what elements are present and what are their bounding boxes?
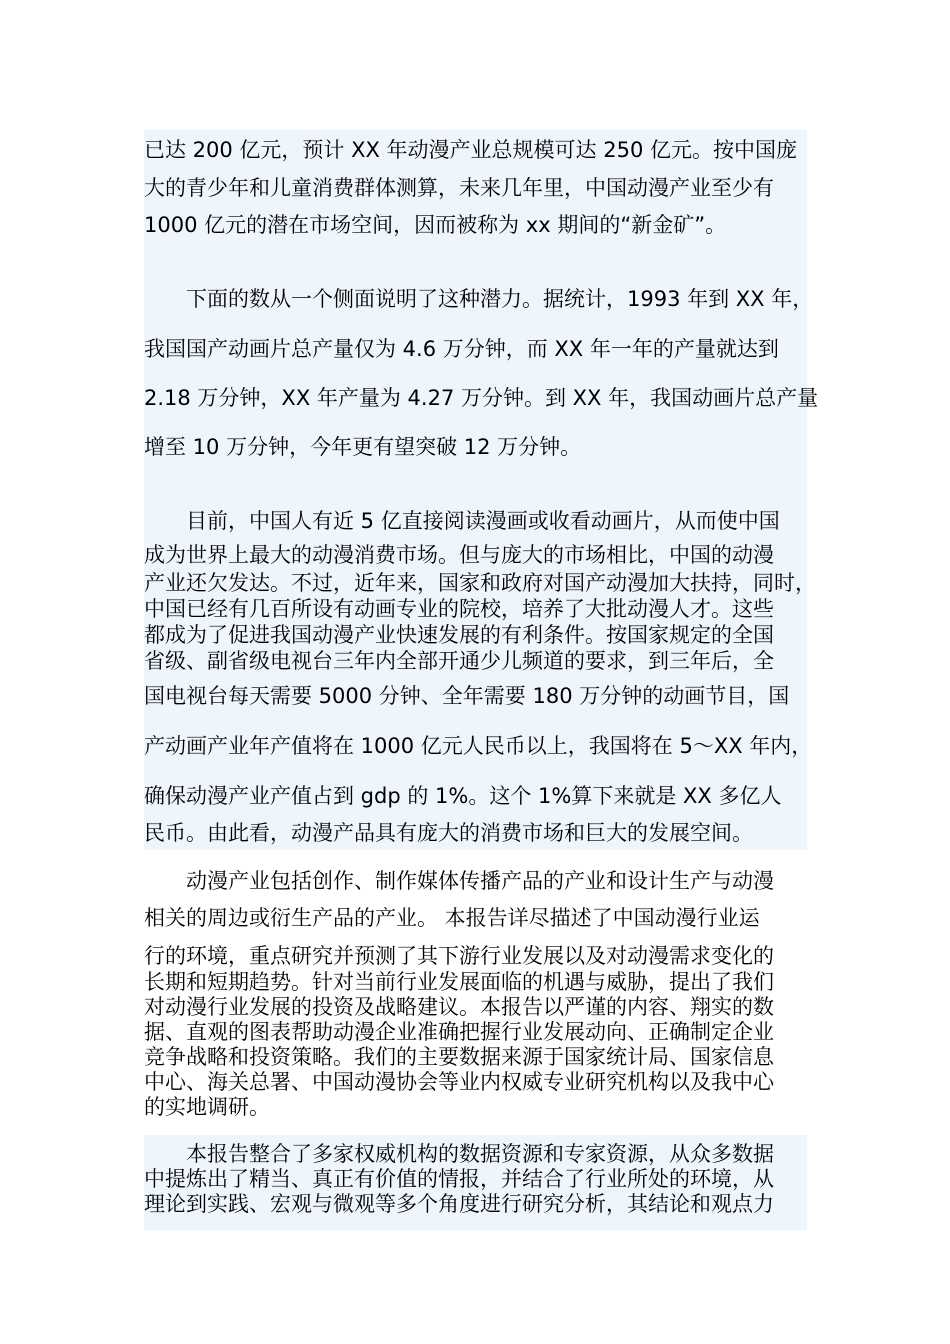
paragraph-3-line-7: 国电视台每天需要 5000 分钟、全年需要 180 万分钟的动画节目，国	[144, 684, 790, 708]
paragraph-4-line-3: 行的环境，重点研究并预测了其下游行业发展以及对动漫需求变化的	[144, 944, 774, 968]
paragraph-3-line-1: 目前，中国人有近 5 亿直接阅读漫画或收看动画片，从而使中国	[144, 509, 780, 533]
paragraph-4-line-9: 的实地调研。	[144, 1095, 270, 1119]
paragraph-2-line-2: 我国国产动画片总产量仅为 4.6 万分钟，而 XX 年一年的产量就达到	[144, 337, 779, 361]
paragraph-3-line-8: 产动画产业年产值将在 1000 亿元人民币以上，我国将在 5～XX 年内，	[144, 734, 813, 758]
paragraph-3-line-6: 省级、副省级电视台三年内全部开通少儿频道的要求，到三年后，全	[144, 649, 774, 673]
paragraph-5-line-2: 中提炼出了精当、真正有价值的情报，并结合了行业所处的环境，从	[144, 1167, 774, 1191]
paragraph-3-line-2: 成为世界上最大的动漫消费市场。但与庞大的市场相比，中国的动漫	[144, 543, 774, 567]
paragraph-1-line-1: 已达 200 亿元，预计 XX 年动漫产业总规模可达 250 亿元。按中国庞	[144, 138, 797, 162]
paragraph-5-line-3: 理论到实践、宏观与微观等多个角度进行研究分析，其结论和观点力	[144, 1192, 774, 1216]
paragraph-4-line-4: 长期和短期趋势。针对当前行业发展面临的机遇与威胁，提出了我们	[144, 970, 774, 994]
paragraph-1-line-2: 大的青少年和儿童消费群体测算，未来几年里，中国动漫产业至少有	[144, 176, 774, 200]
paragraph-3-line-10: 民币。由此看，动漫产品具有庞大的消费市场和巨大的发展空间。	[144, 821, 753, 845]
paragraph-4-line-2: 相关的周边或衍生产品的产业。 本报告详尽描述了中国动漫行业运	[144, 906, 760, 930]
paragraph-4-line-7: 竞争战略和投资策略。我们的主要数据来源于国家统计局、国家信息	[144, 1045, 774, 1069]
paragraph-3-line-5: 都成为了促进我国动漫产业快速发展的有利条件。按国家规定的全国	[144, 623, 774, 647]
paragraph-2-line-1: 下面的数从一个侧面说明了这种潜力。据统计，1993 年到 XX 年，	[144, 287, 814, 311]
paragraph-5-line-1: 本报告整合了多家权威机构的数据资源和专家资源，从众多数据	[144, 1142, 774, 1166]
paragraph-3-line-9: 确保动漫产业产值占到 gdp 的 1%。这个 1%算下来就是 XX 多亿人	[144, 784, 782, 808]
paragraph-4-line-1: 动漫产业包括创作、制作媒体传播产品的产业和设计生产与动漫	[144, 869, 774, 893]
paragraph-4-line-8: 中心、海关总署、中国动漫协会等业内权威专业研究机构以及我中心	[144, 1070, 774, 1094]
paragraph-4-line-6: 据、直观的图表帮助动漫企业准确把握行业发展动向、正确制定企业	[144, 1020, 774, 1044]
paragraph-1-line-3: 1000 亿元的潜在市场空间，因而被称为 xx 期间的“新金矿”。	[144, 213, 727, 237]
paragraph-3-line-4: 中国已经有几百所设有动画专业的院校，培养了大批动漫人才。这些	[144, 597, 774, 621]
paragraph-4-line-5: 对动漫行业发展的投资及战略建议。本报告以严谨的内容、翔实的数	[144, 995, 774, 1019]
paragraph-2-line-4: 增至 10 万分钟，今年更有望突破 12 万分钟。	[144, 435, 582, 459]
paragraph-3-line-3: 产业还欠发达。不过，近年来，国家和政府对国产动漫加大扶持，同时，	[144, 571, 816, 595]
paragraph-2-line-3: 2.18 万分钟，XX 年产量为 4.27 万分钟。到 XX 年，我国动画片总产量	[144, 386, 819, 410]
